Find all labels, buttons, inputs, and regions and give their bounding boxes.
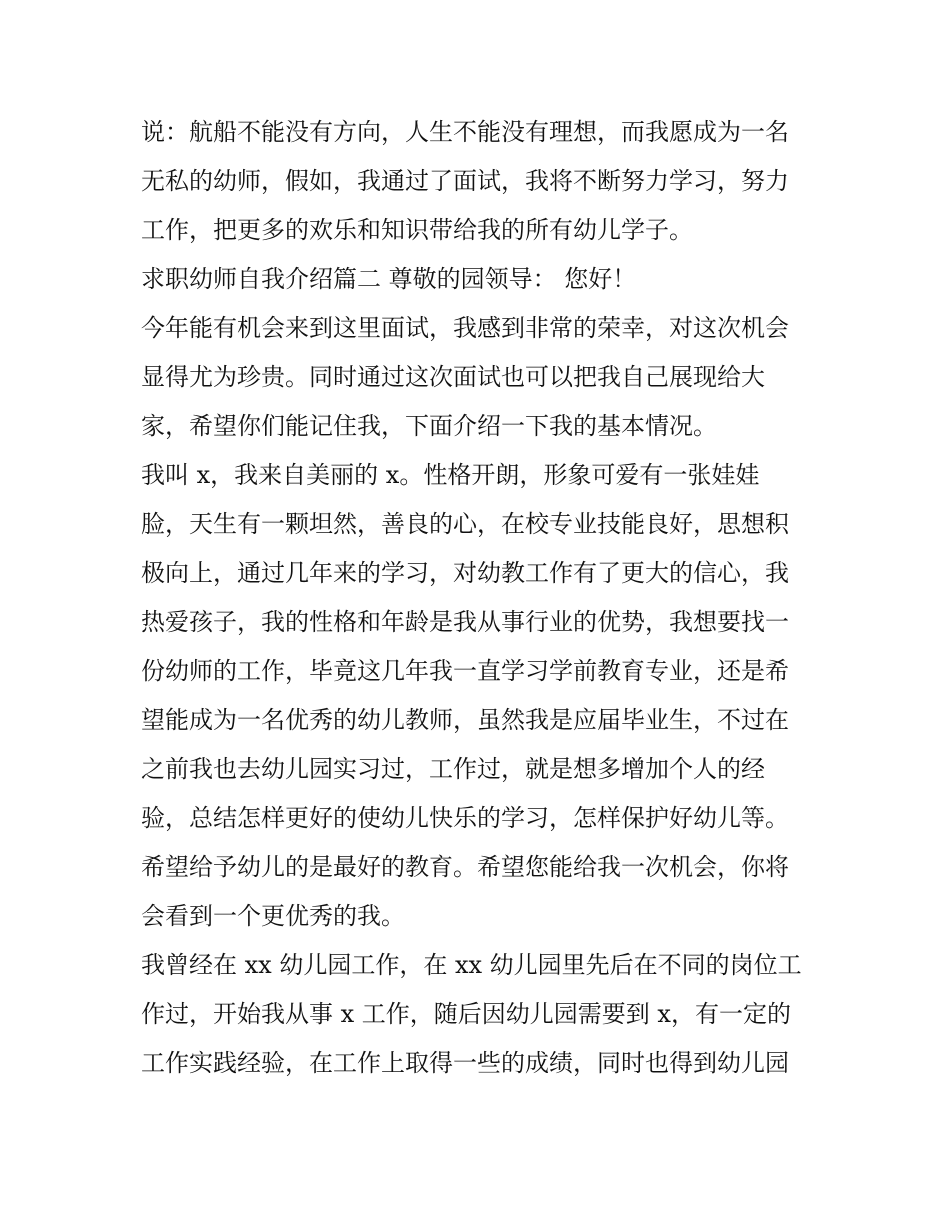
text-line: 希望给予幼儿的是最好的教育。希望您能给我一次机会，你将 [141,853,789,881]
text-line: 我曾经在 xx 幼儿园工作，在 xx 幼儿园里先后在不同的岗位工 [141,951,802,979]
text-line: 无私的幼师，假如，我通过了面试，我将不断努力学习，努力 [141,167,789,195]
text-line: 今年能有机会来到这里面试，我感到非常的荣幸，对这次机会 [141,314,789,342]
text-line: 脸，天生有一颗坦然，善良的心，在校专业技能良好，思想积 [141,510,789,538]
text-line: 之前我也去幼儿园实习过，工作过，就是想多增加个人的经 [141,755,765,783]
text-line: 显得尤为珍贵。同时通过这次面试也可以把我自己展现给大 [141,363,765,391]
section-heading-line: 求职幼师自我介绍篇二 尊敬的园领导： 您好！ [141,265,637,293]
text-line: 作过，开始我从事 x 工作，随后因幼儿园需要到 x，有一定的 [141,1000,791,1028]
text-line: 说：航船不能没有方向，人生不能没有理想，而我愿成为一名 [141,118,789,146]
text-line: 家，希望你们能记住我，下面介绍一下我的基本情况。 [141,412,717,440]
text-line: 工作，把更多的欢乐和知识带给我的所有幼儿学子。 [141,216,693,244]
text-line: 极向上，通过几年来的学习，对幼教工作有了更大的信心，我 [141,559,789,587]
text-line: 份幼师的工作，毕竟这几年我一直学习学前教育专业，还是希 [141,657,789,685]
text-line: 工作实践经验，在工作上取得一些的成绩，同时也得到幼儿园 [141,1049,789,1077]
text-line: 望能成为一名优秀的幼儿教师，虽然我是应届毕业生，不过在 [141,706,789,734]
text-line: 会看到一个更优秀的我。 [141,902,405,930]
document-body-text [141,108,816,1088]
text-line: 热爱孩子，我的性格和年龄是我从事行业的优势，我想要找一 [141,608,789,636]
text-line: 验，总结怎样更好的使幼儿快乐的学习，怎样保护好幼儿等。 [141,804,789,832]
text-line: 我叫 x，我来自美丽的 x。性格开朗，形象可爱有一张娃娃 [141,461,760,489]
